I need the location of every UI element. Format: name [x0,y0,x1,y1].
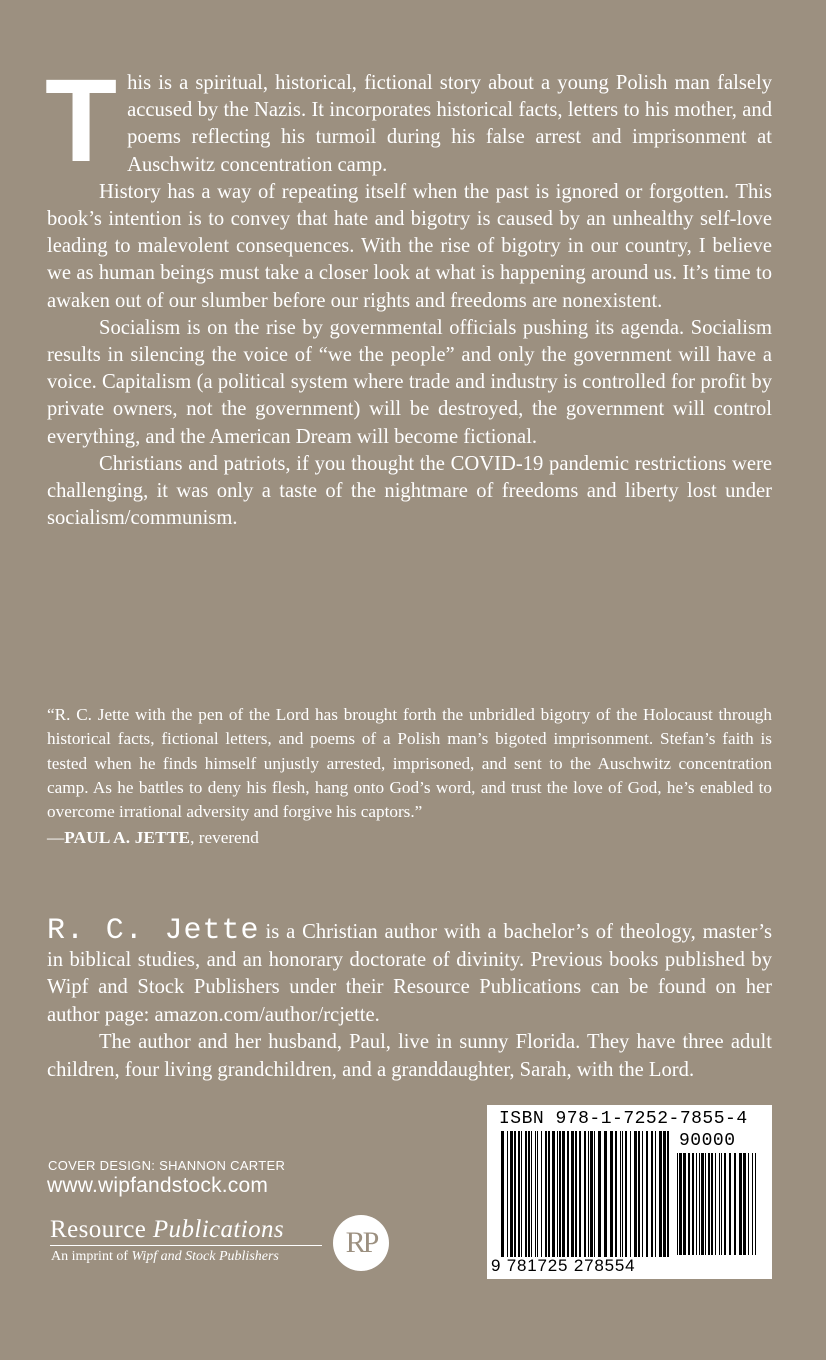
barcode-bar [598,1131,601,1257]
blurb-paragraph-1-text: his is a spiritual, historical, fictional story about a young Polish man falsely accused by the Nazis. It incorporates historical facts, letters to his mother, and poems reflecting his turmoil during his false arrest and imprisonment at Auschwitz concentration camp. [127,72,772,176]
barcode-bar [521,1131,522,1257]
back-cover-blurb [45,55,772,532]
barcode-bar [734,1153,736,1255]
barcode-bar [610,1131,613,1257]
barcode-bar [559,1131,561,1257]
attribution-dash: — [47,828,65,848]
blurb-paragraph-1 [45,55,772,187]
barcode-bar [514,1131,516,1257]
barcode-bar [535,1131,536,1257]
imprint-name-italic: Publications [152,1216,285,1243]
barcode-bar [688,1153,690,1255]
barcode-bar [729,1153,731,1255]
endorser-role: , reverend [190,828,259,848]
barcode-bar [705,1153,706,1255]
barcode-bar [696,1153,697,1255]
barcode-bar [567,1131,569,1257]
barcode-bar [545,1131,547,1257]
barcode-bar [510,1131,513,1257]
barcode-bar [667,1131,669,1257]
barcode-bar [708,1153,710,1255]
barcode-bar [528,1131,530,1257]
barcode-bar [579,1131,581,1257]
barcode-digits: 9 781725 278554 [491,1256,636,1275]
barcode-bar [721,1153,722,1255]
barcode-bar [724,1153,726,1255]
barcode-bar [715,1153,716,1255]
barcode-bar [541,1131,542,1257]
bio-paragraph-1-text: is a Christian author with a bachelor’s of theology, master’s in biblical studies, and an honorary doctorate of divinity. Previous books published by Wipf and Stock Publishers under their Resource Publications can be found on her author page: amazon.com/author/rcjette. [47,921,772,1026]
blurb-paragraph-3: Socialism is on the rise by governmental officials pushing its agenda. Socialism results in silencing the voice of “we the people” and only the government will have a voice. Capitalism (a political system where trade and industry is controlled for profit by private owners, not the government) will be destroyed, the government will control everything, and the American Dream will become fictional. [47,316,772,448]
barcode-bar [552,1131,555,1257]
author-name: R. C. Jette [47,914,260,948]
publisher-url: www.wipfandstock.com [47,1174,269,1197]
price-code: 90000 [679,1131,736,1151]
barcode-bar [683,1153,686,1255]
barcode-bar [562,1131,565,1257]
barcode-bar [743,1153,746,1255]
barcode-bar [507,1131,508,1257]
barcode-bar [719,1153,720,1255]
cover-design-credit: COVER DESIGN: SHANNON CARTER [48,1158,286,1173]
barcode-bar [642,1131,643,1257]
imprint-name [50,1216,284,1244]
barcode-bar [575,1131,577,1257]
author-bio [47,914,772,1084]
barcode-bar [584,1131,586,1257]
barcode-bar [755,1153,756,1255]
barcode-bar [739,1153,742,1255]
barcode-bar [622,1131,623,1257]
barcode-bar [634,1131,637,1257]
barcode-bar [651,1131,653,1257]
blurb-paragraph-4: Christians and patriots, if you thought the COVID-19 pandemic restrictions were challenging, it was only a taste of the nightmare of freedoms and liberty lost under socialism/communism. [47,452,772,530]
barcode-bar [604,1131,607,1257]
barcode-bar [752,1153,753,1255]
barcode-bar [594,1131,595,1257]
barcode-icon [487,1105,772,1279]
endorsement [47,703,772,851]
isbn-label: ISBN 978-1-7252-7855-4 [499,1109,748,1129]
imprint-name-roman: Resource [50,1216,153,1243]
barcode-bar [537,1131,538,1257]
imprint-sub-roman: An imprint of [51,1249,132,1264]
barcode-bar [659,1131,662,1257]
barcode-bar [646,1131,648,1257]
barcode-bar [625,1131,627,1257]
endorsement-text: “R. C. Jette with the pen of the Lord has brought forth the unbridled bigotry of the Holocaust through historical facts, fictional letters, and poems of a Polish man’s bigoted imprisonment. Stefan’s faith is tested when he finds himself unjustly arrested, imprisoned, and sent to the Auschwitz concentration camp. As he battles to deny his flesh, hang onto God’s word, and trust the love of God, he’s enabled to overcome irrational adversity and forgive his captors.” [47,705,772,822]
barcode-bar [699,1153,700,1255]
barcode-bar [701,1153,704,1255]
barcode-bar [711,1153,713,1255]
barcode-bar [679,1153,682,1255]
barcode-bar [531,1131,532,1257]
barcode-bar [518,1131,520,1257]
barcode-bar [557,1131,558,1257]
barcode-bar [630,1131,631,1257]
endorser-name: PAUL A. JETTE [64,828,191,848]
barcode-bar [501,1131,504,1257]
barcode-bar [638,1131,640,1257]
barcode-bar [615,1131,617,1257]
barcode-bar [525,1131,527,1257]
bio-paragraph-2: The author and her husband, Paul, live in sunny Florida. They have three adult children, four living grandchildren, and a granddaughter, Sarah, with the Lord. [47,1031,772,1081]
barcode-bar [677,1153,678,1255]
barcode-bar [588,1131,589,1257]
barcode-bar [748,1153,749,1255]
endorsement-attribution [47,826,772,850]
blurb-paragraph-2: History has a way of repeating itself when the past is ignored or forgotten. This book’s intention is to convey that hate and bigotry is caused by an unhealthy self-love leading to malevolent consequences. With the rise of bigotry in our country, I believe we as human beings must take a closer look at what is happening around us. It’s time to awaken out of our slumber before our rights and freedoms are nonexistent. [47,180,772,312]
rp-logo-icon: RP [333,1215,389,1271]
drop-cap: T [45,55,118,187]
bio-paragraph-1 [47,914,772,1029]
barcode-box [487,1105,772,1279]
imprint-sub-italic: Wipf and Stock Publishers [131,1249,279,1264]
barcode-bar [663,1131,666,1257]
barcode-bar [620,1131,621,1257]
barcode-bar [590,1131,593,1257]
barcode-bar [548,1131,550,1257]
imprint-divider [50,1245,322,1246]
barcode-bar [692,1153,694,1255]
barcode-bar [655,1131,656,1257]
barcode-bar [571,1131,574,1257]
imprint-subtitle [51,1249,279,1265]
